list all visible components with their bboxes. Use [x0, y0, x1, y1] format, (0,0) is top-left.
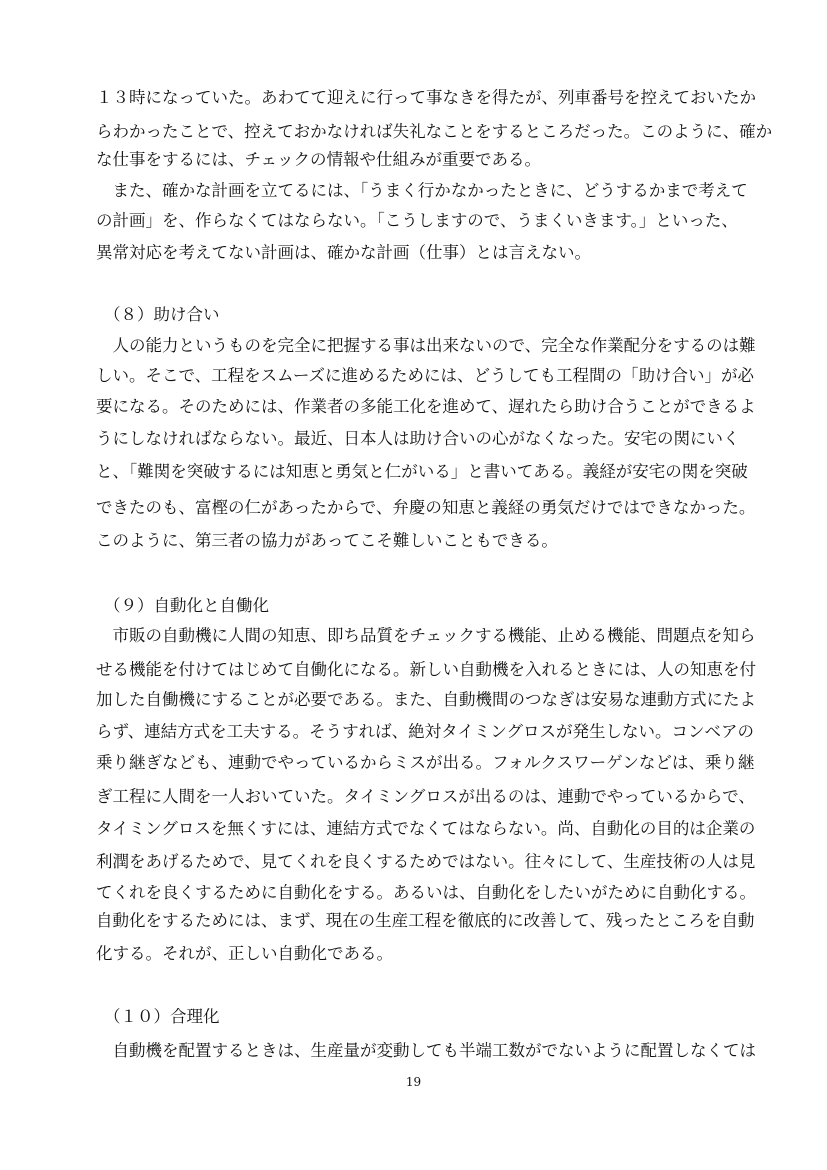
body-text-line: できたのも、富樫の仁があったからで、弁慶の知恵と義経の勇気だけではできなかった。 [96, 498, 756, 517]
body-text-line: 利潤をあげるためで、見てくれを良くするためではない。往々にして、生産技術の人は見 [96, 852, 756, 871]
body-text-line: と、「難関を突破するには知恵と勇気と仁がいる」と書いてある。義経が安宅の関を突破 [96, 462, 748, 481]
body-text-line: 自動化をするためには、まず、現在の生産工程を徹底的に改善して、残ったところを自動 [96, 911, 755, 930]
body-text-line: また、確かな計画を立てるには、「うまく行かなかったときに、どうするかまで考えて [96, 181, 748, 200]
body-text-line: らわかったことで、控えておかなければ失礼なことをするところだった。このように、確か [96, 122, 773, 141]
body-text-line: 化する。それが、正しい自動化である。 [96, 944, 393, 963]
body-text-line: 自動機を配置するときは、生産量が変動しても半端工数がでないように配置しなくては [96, 1041, 756, 1060]
body-text-line: ぎ工程に人間を一人おいていた。タイミングロスが出るのは、連動でやっているからで、 [96, 787, 755, 806]
section-heading: （８）助け合い [104, 305, 220, 324]
body-text-line: 異常対応を考えてない計画は、確かな計画（仕事）とは言えない。 [96, 243, 591, 262]
body-text-line: このように、第三者の協力があってこそ難しいこともできる。 [96, 531, 558, 550]
body-text-line: １３時になっていた。あわてて迎えに行って事なきを得たが、列車番号を控えておいたか [96, 88, 756, 107]
body-text-line: しい。そこで、工程をスムーズに進めるためには、どうしても工程間の「助け合い」が必 [96, 366, 755, 385]
section-heading: （９）自動化と自働化 [104, 596, 269, 615]
body-text-line: 人の能力というものを完全に把握する事は出来ないので、完全な作業配分をするのは難 [96, 336, 756, 355]
body-text-line: 市販の自動機に人間の知恵、即ち品質をチェックする機能、止める機能、問題点を知ら [96, 626, 756, 645]
body-text-line: 加した自働機にすることが必要である。また、自動機間のつなぎは安易な連動方式にたよ [96, 690, 756, 709]
page-number: 19 [405, 1075, 422, 1089]
body-text-line: せる機能を付けてはじめて自働化になる。新しい自動機を入れるときには、人の知恵を付 [96, 660, 756, 679]
body-text-line: らず、連結方式を工夫する。そうすれば、絶対タイミングロスが発生しない。コンベアの [96, 722, 755, 741]
body-text-line: な仕事をするには、チェックの情報や仕組みが重要である。 [96, 150, 542, 169]
body-text-line: うにしなければならない。最近、日本人は助け合いの心がなくなった。安宅の関にいく [96, 429, 740, 448]
body-text-line: の計画」を、作らなくてはならない。「こうしますので、うまくいきます。」といった、 [96, 211, 738, 230]
body-text-line: てくれを良くするために自動化をする。あるいは、自動化をしたいがために自動化する。 [96, 883, 756, 902]
body-text-line: 要になる。そのためには、作業者の多能工化を進めて、遅れたら助け合うことができるよ [96, 397, 756, 416]
body-text-line: タイミングロスを無くすには、連結方式でなくてはならない。尚、自動化の目的は企業の [96, 819, 756, 838]
section-heading: （１０）合理化 [104, 1007, 220, 1026]
body-text-line: 乗り継ぎなども、連動でやっているからミスが出る。フォルクスワーゲンなどは、乗り継 [96, 753, 755, 772]
